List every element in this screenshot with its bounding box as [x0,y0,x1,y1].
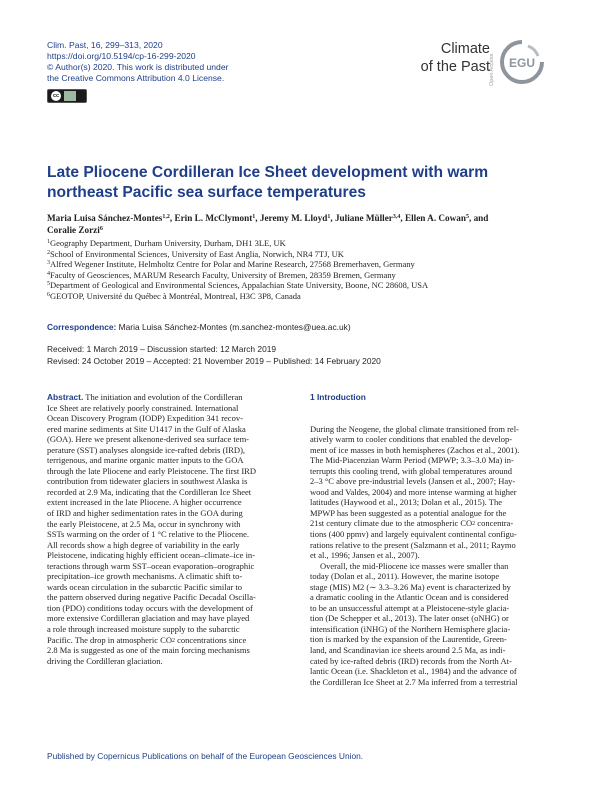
correspondence-label: Correspondence: [47,322,117,332]
text-line: wards ocean circulation in the subarctic Pacific similar to [47,581,242,592]
affiliations [47,238,557,302]
doi-link[interactable]: https://doi.org/10.5194/cp-16-299-2020 [47,51,196,62]
text-line: perature (SST) analyses alongside ice-rafted debris (IRD), [47,444,246,455]
text-line: lantic Ocean (i.e. Shackleton et al., 1984) and the advance of [310,666,517,677]
text-line: stage (MIS) M2 (∼ 3.3–3.26 Ma) event is characterized by [310,581,511,592]
text-line: ered marine sediments at Site U1417 in the Gulf of Alaska [47,423,246,434]
affiliation: $^3$Alfred Wegener Institute, Helmholtz Centre for Polar and Marine Research, 27568 Bremerhaven, Germany [47,259,415,270]
text-line: atively warm to cooler conditions that enabled the develop- [310,434,513,445]
text-line: tion is marked by the expansion of the Laurentide, Green- [310,634,507,645]
text-line: Ice Sheet are relatively poorly constrained. International [47,402,239,413]
text-line: through the late Pliocene and early Pleistocene. The first IRD [47,465,256,476]
author-list: Maria Luisa Sánchez-Montes$^{1,2}$, Erin L. McClymont$^1$, Jeremy M. Lloyd$^1$, Juliane Müller$^{3,4}$, Ellen A. Cowan$^5$, and Coralie Zorzi$^6$ [47,213,489,235]
text-line: tion (De Schepper et al., 2013). The later onset (oNHG) or [310,613,509,624]
text-line: today (Dolan et al., 2011). However, the marine isotope [310,571,500,582]
text-line: more extensive Cordilleran glaciation and may have played [47,613,250,624]
cc-by-license-icon[interactable] [47,89,87,103]
article-dates: Received: 1 March 2019 – Discussion started: 12 March 2019 Revised: 24 October 2019 – Accepted: 21 November 2019 – Published: 14 February 2020 [47,344,381,366]
text-line: terrigenous, and marine organic matter inputs to the GOA [47,455,244,466]
text-line: rations relative to the present (Salzmann et al., 2011; Raymo [310,539,516,550]
text-line: ment of ice masses in both hemispheres (Zachos et al., 2001). [310,444,520,455]
section-heading: 1 Introduction [310,392,366,402]
text-line: 2–3 °C above pre-industrial levels (Jansen et al., 2007; Hay- [310,476,516,487]
text-line: MPWP has been suggested as a potential analogue for the [310,507,507,518]
text-line: wood and Valdes, 2004) and more intense warming at higher [310,486,517,497]
journal-name: Climate of the Past [420,41,490,75]
text-line: intensification (iNHG) of the Northern Hemisphere glacia- [310,623,511,634]
by-icon [64,91,76,101]
text-line: land, and Scandinavian ice sheets around 2.5 Ma, as indi- [310,645,506,656]
citation: Clim. Past, 16, 299–313, 2020 [47,40,163,50]
egu-logo-icon [498,38,546,86]
author: Maria Luisa Sánchez-Montes [47,213,163,223]
text-line: terrupts this cooling trend, with global temperatures around [310,465,513,476]
text-line: the pattern observed during negative Pacific Decadal Oscilla- [47,592,256,603]
author: Juliane Müller [334,213,393,223]
text-line: During the Neogene, the global climate transitioned from rel- [310,423,519,434]
open-access-label: Open Access [489,53,495,86]
correspondence-email[interactable]: Maria Luisa Sánchez-Montes (m.sanchez-montes@uea.ac.uk) [118,322,351,332]
text-line: The Mid-Piacenzian Warm Period (MPWP; 3.3–3.0 Ma) in- [310,455,514,466]
cc-icon: cc [52,93,60,99]
text-line: a dramatic cooling in the Atlantic Ocean and is considered [310,592,509,603]
article-title: Late Pliocene Cordilleran Ice Sheet development with warm northeast Pacific sea surface temperatures [47,164,489,201]
text-line: cated by ice-rafted debris (IRD) records from the North At- [310,655,512,666]
affiliation: $^2$School of Environmental Sciences, University of East Anglia, Norwich, NR4 7TJ, UK [47,248,344,259]
author: Ellen A. Cowan [404,213,466,223]
correspondence [47,322,351,332]
text-line: the Cordilleran Ice Sheet at 2.7 Ma inferred from a terrestrial [310,676,518,687]
text-line: tions (400 ppmv) and largely equivalent continental configu- [310,529,517,540]
abstract: Abstract. The initiation and evolution of the Cordilleran Ice Sheet are relatively poorly constrained. International Ocean Discovery Program (IODP) Expedition 341 recov- ered marine sediments at Site U1417 in the Gulf of Alaska (GOA). Here we present alkenone-derived sea surface tem- perature (SST) analyses alongside ice-rafted debris (IRD), terrigenous, and marine organic matter inputs to the GOA through the late Pliocene and early Pleistocene. The first IRD contribution from tidewater glaciers in southwest Alaska is recorded at 2.9 Ma, indicating that the Cordilleran Ice Sheet extent increased in the late Pliocene. A higher occurrence of IRD and higher sedimentation rates in the GOA during the early Pleistocene, at 2.5 Ma, occur in synchrony with SSTs warming on the order of 1 °C relative to the Pliocene. All records show a high degree of variability in the early Pleistocene, indicating highly efficient ocean–climate–ice in- teractions through warm SST–ocean evaporation–orographic precipitation–ice growth mechanisms. A climatic shift to- wards ocean circulation in the subarctic Pacific similar to the pattern observed during negative Pacific Decadal Oscilla- tion (PDO) conditions today occurs with the development of more extensive Cordilleran glaciation and may have played a role through increased moisture supply to the subarctic Pacific. The drop in atmospheric $CO_2$ concentrations since 2.8 Ma is suggested as one of the main forcing mechanisms driving the Cordilleran glaciation. [47,392,293,666]
egu-logo-text: EGU [508,56,536,70]
author: Erin L. McClymont [174,213,253,223]
text-line: recorded at 2.9 Ma, indicating that the Cordilleran Ice Sheet [47,486,252,497]
author: Jeremy M. Lloyd [259,213,328,223]
author: Coralie Zorzi [47,225,100,235]
copyright-line: © Author(s) 2020. This work is distributed under [47,62,229,73]
text-line: Ocean Discovery Program (IODP) Expedition 341 recov- [47,413,243,424]
text-line: extent increased in the late Pliocene. A higher occurrence [47,497,242,508]
affiliation: $^5$Department of Geological and Environmental Sciences, Appalachian State University, Boone, NC 28608, USA [47,280,429,291]
text-line: of IRD and higher sedimentation rates in the GOA during [47,508,243,519]
affiliation: $^6$GEOTOP, Université du Québec à Montréal, Montreal, H3C 3P8, Canada [47,290,301,301]
publisher-footer: Published by Copernicus Publications on behalf of the European Geosciences Union. [47,751,364,761]
text-line: to be an unsuccessful attempt at a Pleistocene-style glacia- [310,602,510,613]
text-line: All records show a high degree of variability in the early [47,539,240,550]
text-line: teractions through warm SST–ocean evaporation–orographic [47,560,255,571]
text-line: a role through increased moisture supply to the subarctic [47,624,240,635]
article-metadata [47,40,347,84]
text-line: et al., 1996; Jansen et al., 2007). [310,550,420,561]
text-line: contribution from tidewater glaciers in southwest Alaska is [47,476,248,487]
text-line: the early Pleistocene, at 2.5 Ma, occur in synchrony with [47,518,241,529]
text-line: precipitation–ice growth mechanisms. A climatic shift to- [47,571,243,582]
text-line: (GOA). Here we present alkenone-derived sea surface tem- [47,434,250,445]
text-line: SSTs warming on the order of 1 °C relative to the Pliocene. [47,529,250,540]
abstract-label: Abstract. [47,392,84,402]
text-line: tion (PDO) conditions today occurs with the development of [47,602,253,613]
text-line: Pleistocene, indicating highly efficient ocean–climate–ice in- [47,550,256,561]
license-link[interactable]: the Creative Commons Attribution 4.0 License. [47,73,225,84]
text-line: latitudes (Haywood et al., 2013; Dolan et al., 2015). The [310,497,502,508]
affiliation: $^4$Faculty of Geosciences, MARUM Research Faculty, University of Bremen, 28359 Bremen, Germany [47,269,396,280]
affiliation: $^1$Geography Department, Durham University, Durham, DH1 3LE, UK [47,238,286,248]
introduction-section: 1 Introduction During the Neogene, the global climate transitioned from rel- atively warm to cooler conditions that enabled the develop- ment of ice masses in both hemispheres (Zachos et al., 2001). The Mid-Piacenzian Warm Period (MPWP; 3.3–3.0 Ma) in- terrupts this cooling trend, with global temperatures around 2–3 °C above pre-industrial levels (Jansen et al., 2007; Hay- wood and Valdes, 2004) and more intense warming at higher latitudes (Haywood et al., 2013; Dolan et al., 2015). The MPWP has been suggested as a potential analogue for the 21st century climate due to the atmospheric $CO_2$ concentra- tions (400 ppmv) and largely equivalent continental configu- rations relative to the present (Salzmann et al., 2011; Raymo et al., 1996; Jansen et al., 2007). Overall, the mid-Pliocene ice masses were smaller than today (Dolan et al., 2011). However, the marine isotope stage (MIS) M2 (∼ 3.3–3.26 Ma) event is characterized by a dramatic cooling in the Atlantic Ocean and is considered to be an unsuccessful attempt at a Pleistocene-style glacia- tion (De Schepper et al., 2013). The later onset (oNHG) or intensification (iNHG) of the Northern Hemisphere glacia- tion is marked by the expansion of the Laurentide, Green- land, and Scandinavian ice sheets around 2.5 Ma, as indi- cated by ice-rafted debris (IRD) records from the North At- lantic Ocean (i.e. Shackleton et al., 1984) and the advance of the Cordilleran Ice Sheet at 2.7 Ma inferred from a terrestrial [310,392,556,687]
